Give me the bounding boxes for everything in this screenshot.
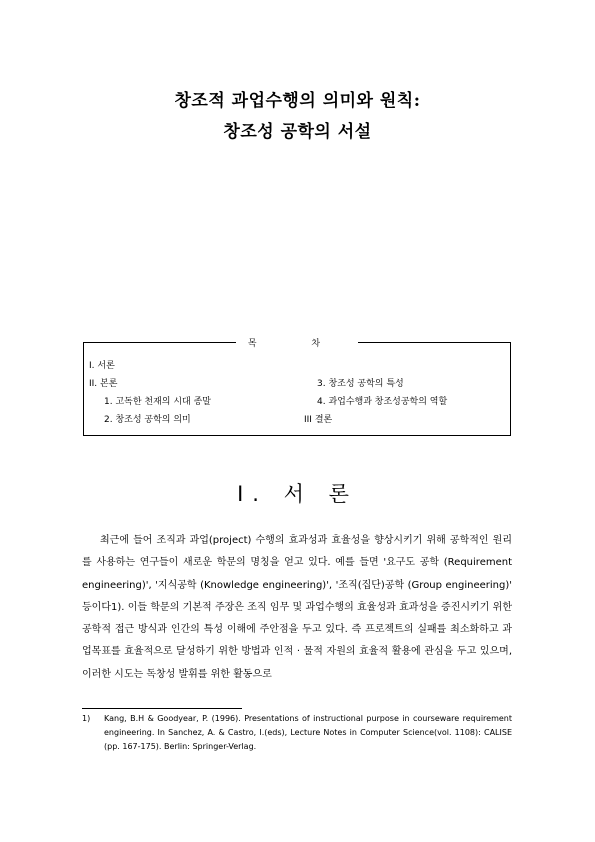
body-paragraph-block — [82, 530, 512, 686]
toc-item-creativity-characteristics: 3. 창조성 공학의 특성 — [317, 379, 404, 389]
toc-caption: 목 차 — [84, 336, 510, 349]
paper-title-line1: 창조적 과업수행의 의미와 원칙: — [174, 91, 421, 111]
footnote — [82, 712, 512, 754]
footnote-text: Kang, B.H & Goodyear, P. (1996). Presentations of instructional purpose in courseware requirement engineering. In Sanchez, A. & Castro, I.(eds), Lecture Notes in Computer Science(vol. 1108): CALISE (pp. 167-175). Berlin: Springer-Verlag. — [104, 714, 512, 751]
toc-item-role: 4. 과업수행과 창조성공학의 역할 — [317, 397, 448, 407]
toc-item-conclusion: III 결론 — [304, 415, 333, 425]
section-heading: I. 서 론 — [237, 482, 358, 506]
table-of-contents-box — [83, 339, 511, 436]
paper-title-line2: 창조성 공학의 서설 — [223, 122, 372, 142]
toc-item-main-body: II. 본론 — [89, 379, 118, 389]
toc-item-genius-era: 1. 고독한 천재의 시대 종말 — [104, 397, 211, 407]
toc-item-creativity-meaning: 2. 창조성 공학의 의미 — [104, 415, 191, 425]
toc-item-introduction: I. 서론 — [89, 361, 115, 371]
footnote-number: 1) — [82, 714, 91, 723]
footnote-divider — [82, 708, 242, 709]
body-paragraph: 최근에 들어 조직과 과업(project) 수행의 효과성과 효율성을 향상시키기 위해 공학적인 원리를 사용하는 연구들이 새로운 학문의 명칭을 얻고 있다. 예를 들면 '요구도 공학 (Requirement engineering)', '지식공학 (Knowledge engineering)', '조직(집단)공학 (Group engineering)' 등이다1). 이들 학문의 기본적 주장은 조직 임무 및 과업수행의 효율성과 효과성을 증진시키기 위한 공학적 접근 방식과 인간의 특성 이해에 주안점을 두고 있다. 즉 프로젝트의 실패를 최소화하고 과업목표를 효율적으로 달성하기 위한 방법과 인적 · 물적 자원의 효율적 활용에 관심을 두고 있으며, 이러한 시도는 독창성 발휘를 위한 활동으로 — [82, 535, 512, 680]
